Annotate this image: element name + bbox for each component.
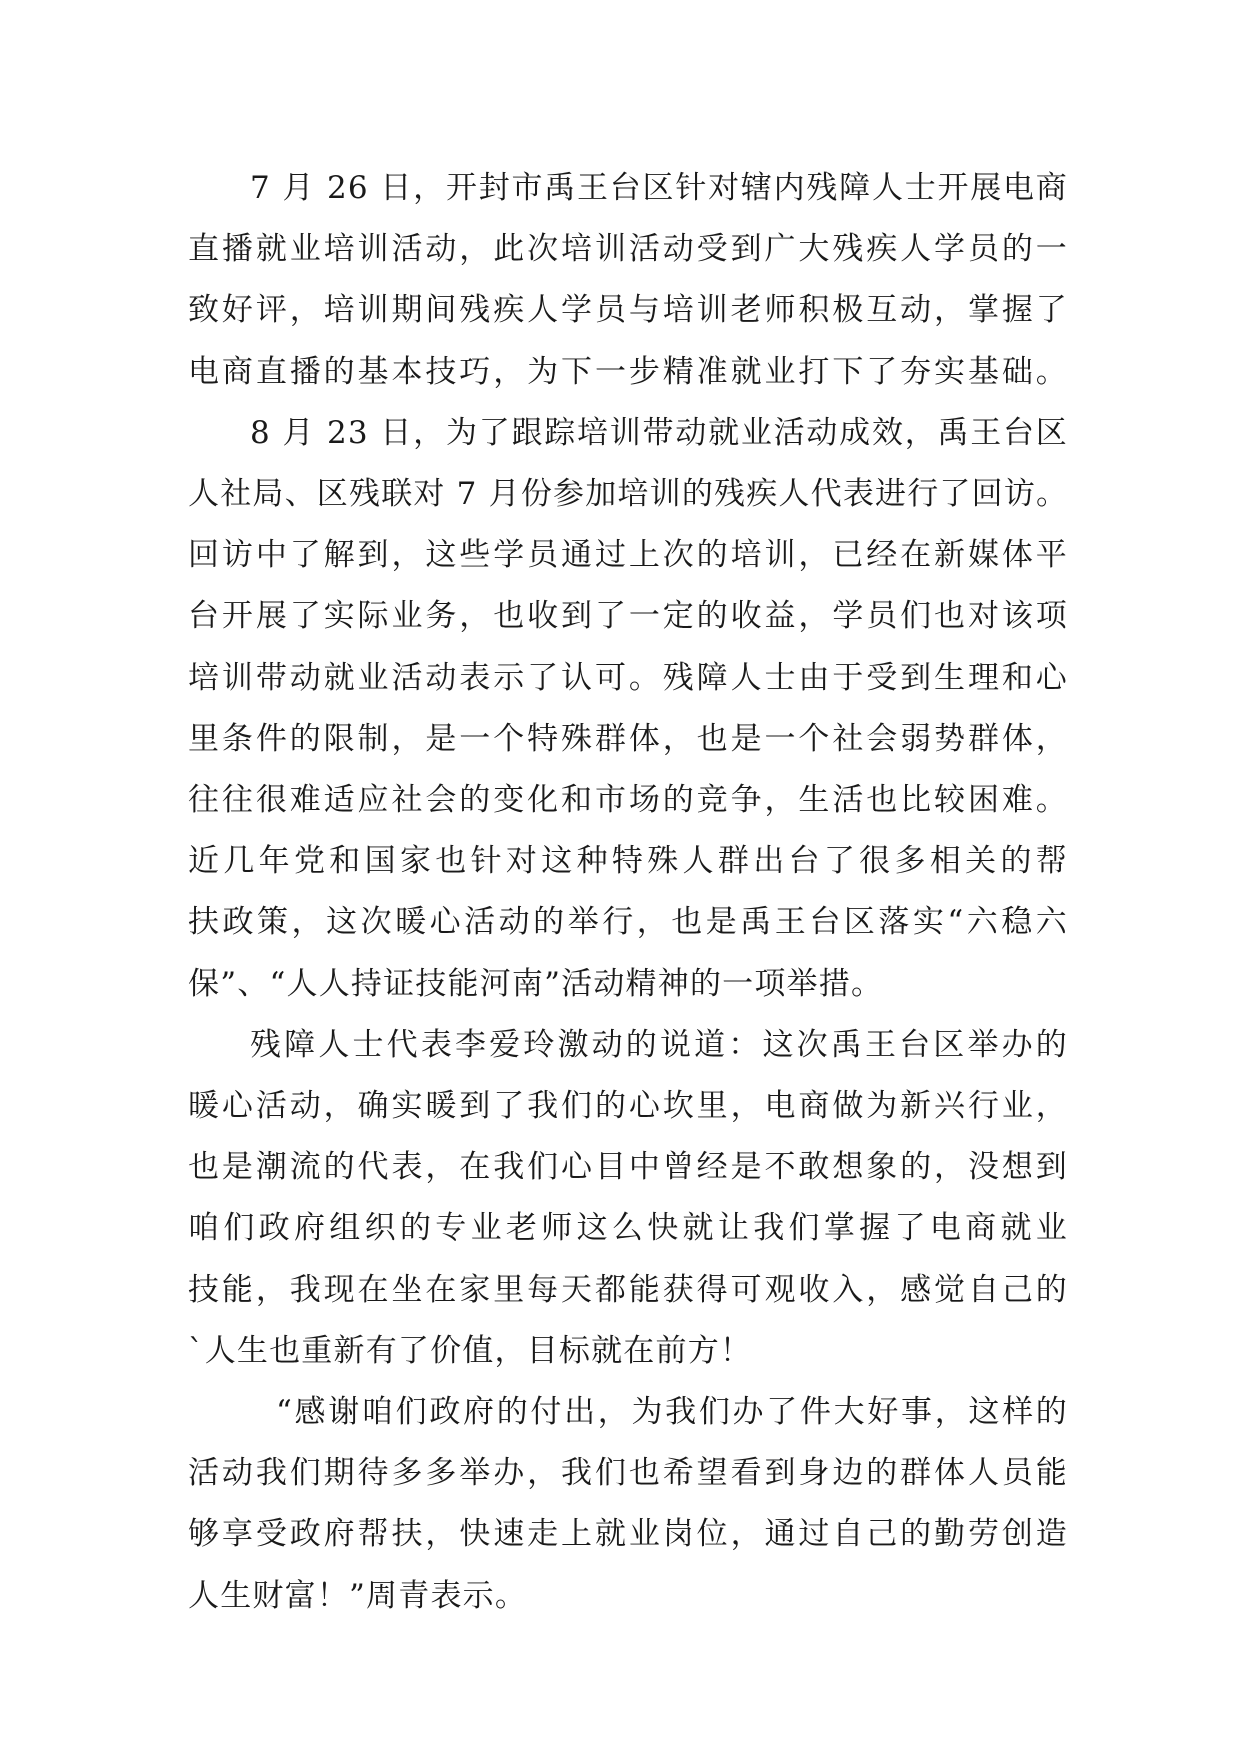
text-line: 往往很难适应社会的变化和市场的竞争，生活也比较困难。 — [188, 782, 1068, 819]
text-line: “感谢咱们政府的付出，为我们办了件大好事，这样的 — [276, 1394, 1068, 1431]
text-line: 暖心活动，确实暖到了我们的心坎里，电商做为新兴行业， — [188, 1088, 1068, 1125]
text-line: 里条件的限制，是一个特殊群体，也是一个社会弱势群体， — [188, 720, 1068, 757]
text-line: 8 月 23 日，为了跟踪培训带动就业活动成效，禹王台区 — [250, 414, 1068, 451]
text-line: 致好评，培训期间残疾人学员与培训老师积极互动，掌握了 — [188, 292, 1068, 329]
text-line: 人生财富！”周青表示。 — [188, 1577, 528, 1614]
article-body — [188, 158, 1068, 1627]
text-line: 台开展了实际业务，也收到了一定的收益，学员们也对该项 — [188, 598, 1068, 635]
text-line: 近几年党和国家也针对这种特殊人群出台了很多相关的帮 — [188, 843, 1068, 880]
text-line: 够享受政府帮扶，快速走上就业岗位，通过自己的勤劳创造 — [188, 1516, 1068, 1553]
text-line: 扶政策，这次暖心活动的举行，也是禹王台区落实“六稳六 — [188, 904, 1068, 941]
text-line: 电商直播的基本技巧，为下一步精准就业打下了夯实基础。 — [188, 353, 1068, 390]
text-line: 残障人士代表李爱玲激动的说道：这次禹王台区举办的 — [250, 1026, 1068, 1063]
text-line: 培训带动就业活动表示了认可。残障人士由于受到生理和心 — [188, 659, 1068, 696]
paragraph-3 — [188, 1015, 1068, 1382]
text-line: 直播就业培训活动，此次培训活动受到广大残疾人学员的一 — [188, 231, 1068, 268]
paragraph-4 — [188, 1382, 1068, 1627]
text-line: 技能，我现在坐在家里每天都能获得可观收入，感觉自己的 — [188, 1271, 1068, 1308]
text-line: `人生也重新有了价值，目标就在前方！ — [188, 1332, 753, 1369]
text-line: 保”、“人人持证技能河南”活动精神的一项举措。 — [188, 965, 884, 1002]
text-line: 咱们政府组织的专业老师这么快就让我们掌握了电商就业 — [188, 1210, 1068, 1247]
text-line: 活动我们期待多多举办，我们也希望看到身边的群体人员能 — [188, 1455, 1068, 1492]
text-line: 7 月 26 日，开封市禹王台区针对辖内残障人士开展电商 — [250, 170, 1068, 206]
paragraph-1 — [188, 158, 1068, 403]
paragraph-2 — [188, 403, 1068, 1015]
text-line: 回访中了解到，这些学员通过上次的培训，已经在新媒体平 — [188, 537, 1068, 574]
text-line: 也是潮流的代表，在我们心目中曾经是不敢想象的，没想到 — [188, 1149, 1068, 1186]
text-line: 人社局、区残联对 7 月份参加培训的残疾人代表进行了回访。 — [188, 476, 1069, 513]
